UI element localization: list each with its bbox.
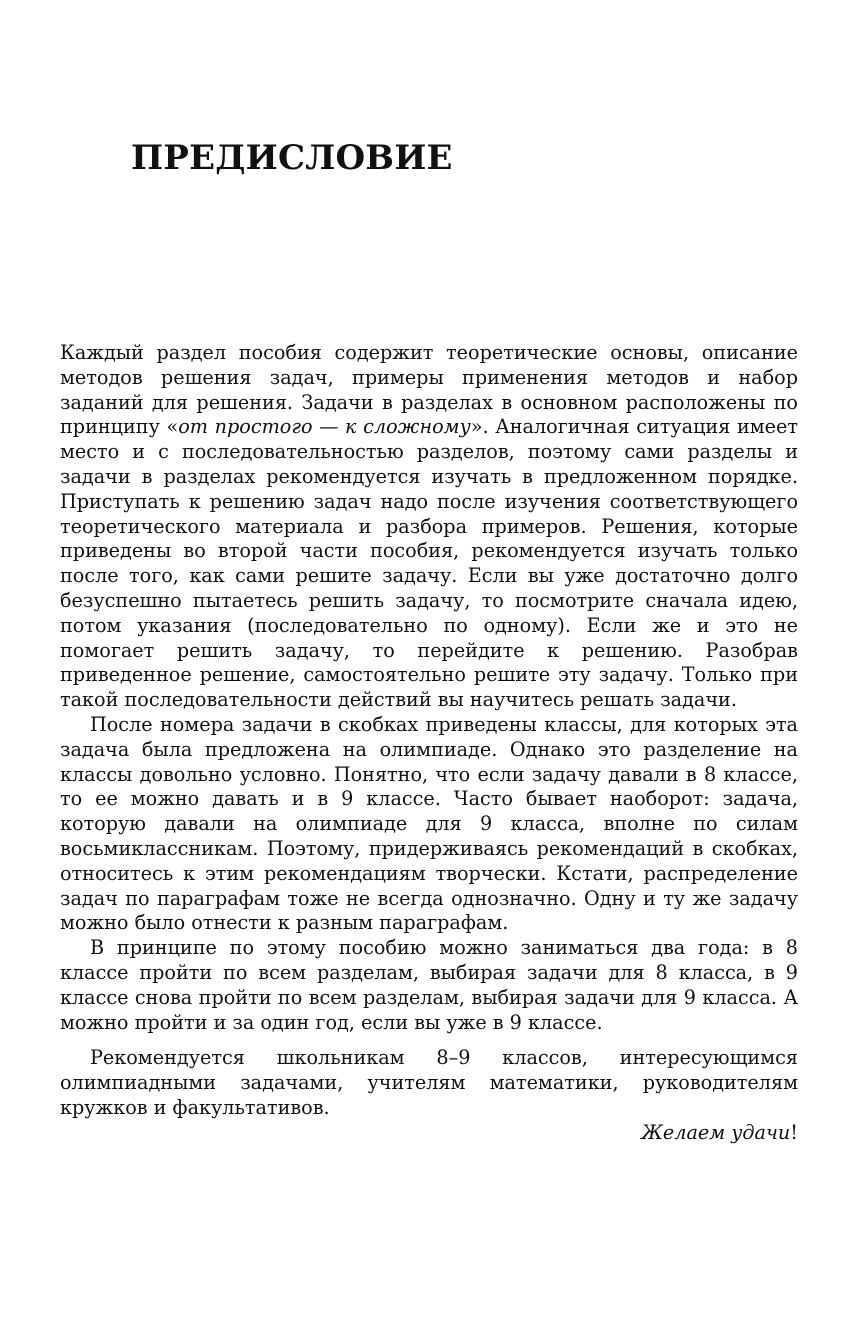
paragraph-3: В принципе по этому пособию можно заниматься два года: в 8 классе пройти по всем разделам, выбирая задачи для 8 класса, в 9 классе снова пройти по всем разделам, выбирая задачи для 9 класса. А можно пройти и за один год, если вы уже в 9 классе. [60,936,798,1034]
preface-body [60,341,798,1146]
signoff-punctuation: ! [790,1120,798,1144]
paragraph-1-text-end: ». Аналогичная ситуация имеет место и с последовательностью разделов, поэтому сами разделы и задачи в разделах рекомендуется изучать в предложенном порядке. Приступать к решению задач надо после изучения соответствующего теоретического материала и разбора примеров. Решения, которые приведены во второй части пособия, рекомендуется изучать только после того, как сами решите задачу. Если вы уже достаточно долго безуспешно пытаетесь решить задачу, то посмотрите сначала идею, потом указания (последовательно по одному). Если же и это не помогает решить задачу, то перейдите к решению. Разобрав приведенное решение, самостоятельно решите эту задачу. Только при такой последовательности действий вы научитесь решать задачи. [60,415,798,712]
signoff-text: Желаем удачи [641,1120,791,1144]
paragraph-2: После номера задачи в скобках приведены классы, для которых эта задача была предложена на олимпиаде. Однако это разделение на классы довольно условно. Понятно, что если задачу давали в 8 классе, то ее можно давать и в 9 классе. Часто бывает наоборот: задача, которую давали на олимпиаде для 9 класса, вполне по силам восьмиклассникам. Поэтому, придерживаясь рекомендаций в скобках, относитесь к этим рекомендациям творчески. Кстати, распределение задач по параграфам тоже не всегда однозначно. Одну и ту же задачу можно было отнести к разным параграфам. [60,712,798,935]
paragraph-4: Рекомендуется школьникам 8–9 классов, интересующимся олимпиадными задачами, учителям математики, руководителям кружков и факультативов. [60,1046,798,1119]
paragraph-1-italic-phrase: от простого — к сложному [178,415,471,439]
paragraph-1 [60,341,798,713]
paragraph-1-text-start: Каждый раздел пособия содержит теоретические основы, описание методов решения задач, примеры применения методов и набор заданий для решения. Задачи в разделах в основном расположены по принципу « [60,341,798,439]
signoff [60,1121,798,1146]
page-title: ПРЕДИСЛОВИЕ [131,138,453,178]
